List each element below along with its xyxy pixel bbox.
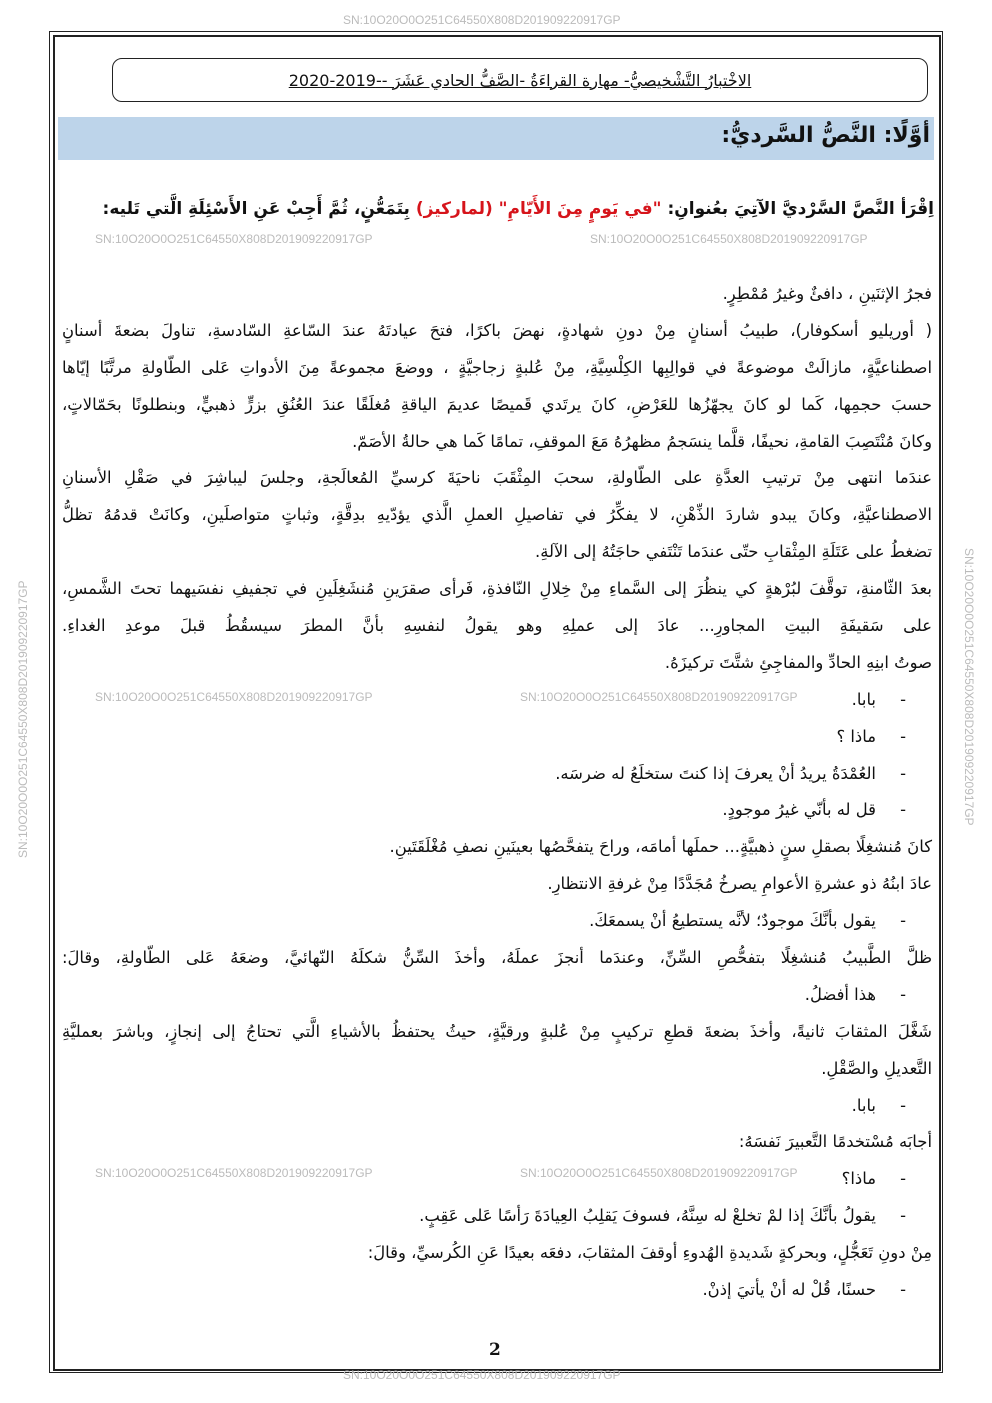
- watermark-vertical-right: SN:10O20O0O251C64550X808D201909220917GP: [962, 548, 976, 826]
- text-line: فجرُ الإثنَينِ ، دافئٌ وغيرُ مُمْطِرٍ.: [722, 284, 932, 303]
- page-number: 2: [489, 1340, 501, 1360]
- text-line: أجابَه مُسْتخدمًا التَّعبيرَ نَفسَهُ:: [738, 1132, 932, 1152]
- text-line: بعدَ الثّامنةِ، توقَّفَ لبُرْهةٍ كي ينظُرَ إلى السَّماءِ مِنْ خِلالِ النّافذةِ، فَرأى صقرَينِ مُنشَغِلَينِ في تجفيفِ نفسَيهما تحتَ الشَّمسِ،: [62, 579, 932, 599]
- story-text: [62, 276, 932, 1309]
- text-line: صوتُ ابنِهِ الحادِّ والمفاجِئِ شتَّتَ تركيزَهُ.: [664, 652, 932, 672]
- watermark-vertical-left: SN:10O20O0O251C64550X808D201909220917GP: [16, 580, 30, 858]
- dialogue-line: - يقولُ بأنَّكَ إذا لمْ تخلعْ له سِنَّهُ، فسوفَ يَقلِبُ العِيادَةَ رَأسًا عَلى عَقِبٍ.: [419, 1198, 932, 1235]
- watermark: SN:10O20O0O251C64550X808D201909220917GP: [590, 232, 868, 246]
- watermark: SN:10O20O0O251C64550X808D201909220917GP: [95, 232, 373, 246]
- text-line: تضغطُ على عَتَلَةِ المِثْقابِ حتّى عندَما تَنْتَفي حاجَتُهُ إلى الآلةِ.: [535, 542, 932, 562]
- watermark: SN:10O20O0O251C64550X808D201909220917GP: [95, 690, 373, 704]
- text-line: حسبَ حجمِها، كَما لو كانَ يجهّزُها للعَرْضِ، كانَ يرتَدي قَميصًا عديمَ الياقةِ مُغلَقًا عندَ العُنُقِ بزرٍّ ذهبيٍّ، وبنطلونًا بحَمّالاتٍ،: [62, 394, 932, 414]
- watermark: SN:10O20O0O251C64550X808D201909220917GP: [520, 690, 798, 704]
- dialogue-line: - يقول بأنَّكَ موجودٌ؛ لأنَّه يستطيعُ أنْ يسمعَكَ.: [589, 903, 932, 940]
- instruction-before: اِقْرَأ النَّصَّ السَّرْديَّ الآتِيَ بعُنوانِ:: [661, 199, 934, 219]
- text-line: التَّعديلِ والصَّقْلِ.: [821, 1058, 932, 1078]
- dialogue-line: - بابا.: [852, 1088, 932, 1125]
- watermark: SN:10O20O0O251C64550X808D201909220917GP: [520, 1166, 798, 1180]
- text-line: اصطناعيَّةٍ، مازالَتْ موضوعةً في قوالِبِها الكِلْسِيَّةِ، مِنْ عُلبةٍ زجاجيَّةٍ ، ووضعَ مجموعةً مِنَ الأدواتِ عَلى الطّاولةِ مرتَّبًا إيّاها: [62, 357, 932, 377]
- text-line: مِنْ دونِ تَعَجُّلٍ، وبحركةٍ شَديدةِ الهُدوءِ أوقفَ المثقابَ، دفعَه بعيدًا عَنِ الكُرسيِّ، وقالَ:: [367, 1243, 932, 1263]
- section-heading: أوَّلًا: النَّصُّ السَّرديُّ:: [721, 123, 930, 148]
- text-line: عادَ ابنُهُ ذو عشرةِ الأعوامِ يصرخُ مُجَدَّدًا مِنْ غرفةِ الانتظارِ.: [547, 874, 932, 894]
- dialogue-line: - ماذا ؟: [836, 719, 932, 756]
- dialogue-line: - هذا أفضلُ.: [805, 977, 932, 1014]
- text-line: كانَ مُنشغِلًا بصقلِ سنٍ ذهبيَّةٍ... حملَها أمامَه، وراحَ يتفحَّصُها بعينَينِ نصفِ مُغْلَقَتَينِ.: [389, 837, 932, 857]
- page-title: الاخْتبارُ التَّشْخيصيُّ- مهارة القراءَةُ -الصَّفُّ الحادي عَشَرَ --2019-2020: [288, 70, 752, 90]
- dialogue-line: - بابا.: [852, 682, 932, 719]
- watermark: SN:10O20O0O251C64550X808D201909220917GP: [343, 1368, 621, 1382]
- text-line: ( أوريليو أسكوفار)، طبيبُ أسنانٍ مِنْ دونِ شهادةٍ، نهضَ باكرًا، فتحَ عيادتَهُ عندَ السّاعةِ السّادسةِ، تناولَ بضعةَ أسنانٍ: [62, 320, 932, 340]
- dialogue-line: - قل له بأنّي غيرُ موجودٍ.: [722, 792, 932, 829]
- watermark: SN:10O20O0O251C64550X808D201909220917GP: [343, 13, 621, 27]
- dialogue-line: - حسنًا، قُلْ له أنْ يأتيَ إذنْ.: [702, 1272, 932, 1309]
- text-line: الاصطناعيَّةِ، وكانَ يبدو شاردَ الذِّهْنِ، لا يفكِّرُ في تفاصيلِ العملِ الَّذي يؤدّيهِ بدِقَّةٍ، وثباتٍ متواصلَينِ، وكانَتْ قدمُهُ تظلُّ: [62, 505, 932, 525]
- dialogue-line: - ماذا؟: [842, 1161, 932, 1198]
- instruction-after: بِتَمَعُّنٍ، ثُمَّ أَجِبْ عَنِ الأَسْئِلَةِ الَّتي تَليه:: [102, 199, 416, 219]
- story-title: "في يَومٍ مِنَ الأَيّامِ" (لماركيز): [415, 199, 662, 219]
- text-line: شَغَّلَ المثقابَ ثانيةً، وأخذَ بضعةَ قطعِ تركيبٍ مِنْ عُلبةٍ ورقيَّةٍ، حيثُ يحتفظُ بالأشياءِ الَّتي تحتاجُ إلى إنجازٍ، وباشرَ بعمليَّةِ: [62, 1021, 932, 1041]
- instruction: [103, 198, 934, 220]
- watermark: SN:10O20O0O251C64550X808D201909220917GP: [95, 1166, 373, 1180]
- text-line: على سَقيفَةِ البيتِ المجاورِ... عادَ إلى عملِهِ وهو يقولُ لنفسِهِ بأنَّ المطرَ سيسقُطُ قبلَ موعدِ الغداءِ.: [62, 616, 932, 636]
- text-line: وكانَ مُنْتَصِبَ القامةِ، نحيفًا، قلَّما ينسَجمُ مظهرُهُ مَعَ الموقفِ، تمامًا كَما هي حالةُ الأصَمّ.: [352, 431, 932, 451]
- section-band: [58, 117, 934, 160]
- text-line: عندَما انتهى مِنْ ترتيبِ العدَّةِ على الطّاولةِ، سحبَ المِثْقَبَ ناحيَةَ كرسيِّ المُعالَجةِ، وجلسَ ليباشِرَ في صَقْلِ الأسنانِ: [62, 468, 932, 488]
- text-line: ظلَّ الطَّبيبُ مُنشغِلًا بتفحُّصِ السِّنِّ، وعندَما أنجزَ عملَهُ، وأخذَ السِّنُّ شكلَهُ النّهائيَّ، وضعَهُ عَلى الطّاولةِ، وقالَ:: [62, 948, 932, 968]
- dialogue-line: - العُمْدَةُ يريدُ أنْ يعرفَ إذا كنتَ ستخلَعُ له ضرسَه.: [555, 756, 932, 793]
- title-box: [112, 58, 928, 102]
